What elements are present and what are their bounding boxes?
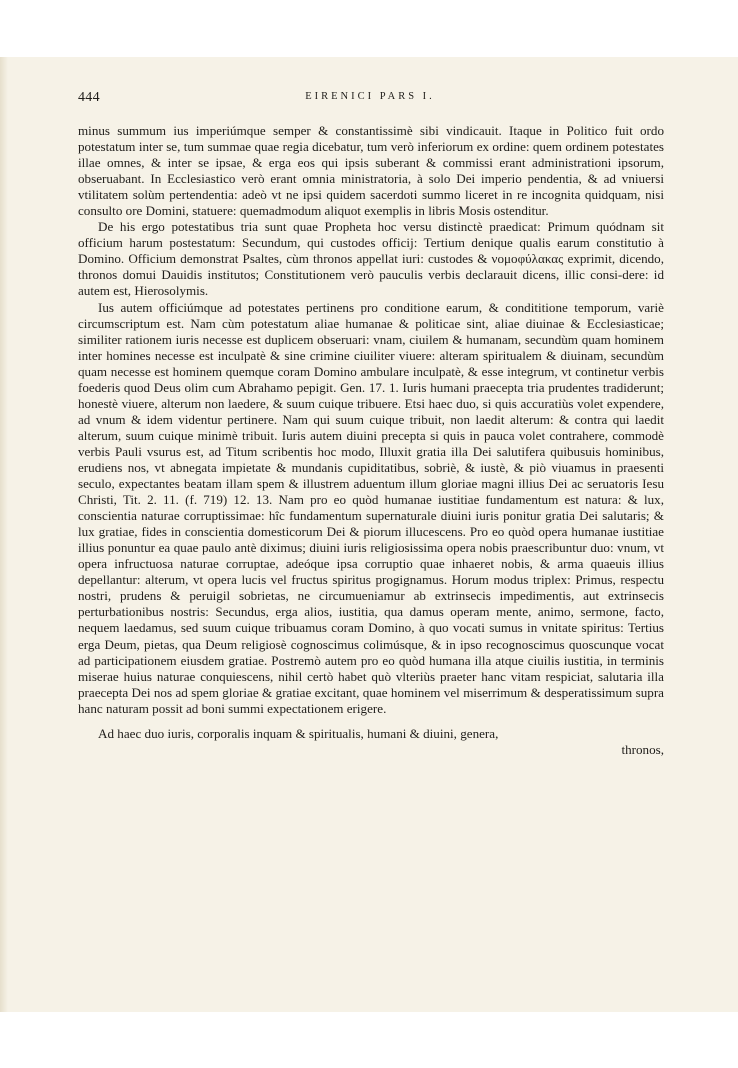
paragraph-2: De his ergo potestatibus tria sunt quae Propheta hoc versu distinctè praedicat: Primum quódnam sit officium harum postestatum: Secundum, qui custodes officij: Tertium denique qualis earum constitutio à Domino. Officium demonstrat Psaltes, cùm thronos appellat iuri: custodes & νομοφύλακας exprimit, dicendo, thronos domui Dauidis institutos; Constitutionem verò pauculis verbis declarauit dicens, illic consi-dere: id autem est, Hierosolymis. [78,219,664,299]
page-gutter-shadow [0,57,8,1012]
paragraph-3: Ius autem officiúmque ad potestates pertinens pro conditione earum, & condititione temporum, variè circumscriptum est. Nam cùm potestatum aliae humanae & politicae sint, aliae diuinae & Ecclesiasticae; similiter rationem iuris necesse est duplicem obseruari: vnam, ciuilem & humanam, secundùm quam hominem inter homines necesse est inculpatè & sine crimine ciuiliter viuere: alteram spiritualem & diuinam, secundùm quam necesse est hominem quemque coram Domino ambulare inculpatè, & esse integrum, vt continetur verbis foederis quod Deus olim cum Abrahamo pepigit. Gen. 17. 1. Iuris humani praecepta tria prudentes tradiderunt; honestè viuere, alterum non laedere, & suum cuique tribuere. Etsi haec duo, si quis accuratiùs volet expendere, ad vnum & idem videntur pertinere. Nam qui suum cuique tribuit, non laedit alterum: & contra qui laedit alterum, suum cuique minimè tribuit. Iuris autem diuini precepta si quis in pauca volet contrahere, commodè verbis Pauli vsurus est, ad Titum scribentis hoc modo, Illuxit gratia illa Dei salutifera quibusuis hominibus, erudiens nos, vt abnegata impietate & mundanis cupiditatibus, sobriè, & iustè, & piò viuamus in praesenti seculo, expectantes beatam illam spem & illustrem aduentum illum gloriae magni illius Dei ac seruatoris Iesu Christi, Tit. 2. 11. (f. 719) 12. 13. Nam pro eo quòd humanae iustitiae fundamentum est natura: & lux, conscientia naturae corruptissimae: hîc fundamentum supernaturale diuini iuris ponitur gratia Dei salutaris; & lux gratiae, fides in conscientia domesticorum Dei & piorum illucescens. Pro eo quòd opera humanae iustitiae illius ponuntur ea quae paulo antè diximus; diuini iuris religiosissima opera nobis praescribuntur duo: vnum, vt opera infructuosa naturae corruptae, adeóque ipsa corruptio quae inhaeret nobis, & arma quaeuis illius depellantur: alterum, vt opera lucis vel fructus spiritus progignamus. Horum modus triplex: Primus, respectu nostri, prudens & peruigil sobrietas, ne circumueniamur ab extrinsecis impedimentis, aut extrinsecis perturbationibus nostris: Secundus, erga alios, iustitia, qua damus operam mente, animo, sermone, facto, nequem laedamus, sed suum cuique tribuamus coram Domino, à quo vocati sumus in vnitate spiritus: Tertius erga Deum, pietas, qua Deum religiosè cognoscimus colimúsque, & in ipso recognoscimus quoscunque vocat ad participationem eiusdem gratiae. Postremò autem pro eo quòd humana illa atque ciuilis iustitia, in terminis miserae huius naturae conquiescens, nihil certò habet quò vlteriùs praeter hanc vitam respiciat, salutaria illa praecepta Dei nos ad spem gloriae & gratiae excitant, quae hominem vel miserrimum & desperatissimum supra hanc naturam possit ad boni summi expectationem erigere. [78,299,664,716]
paragraph-1: minus summum ius imperiúmque semper & constantissimè sibi vindicauit. Itaque in Politico fuit ordo potestatum inter se, tum summae quae regia dicebatur, tum verò inferiorum ex ordine: quem ordinem potestates illae omnes, & inter se ipsae, & erga eos qui ipsis suberant & commissi erant administrationi ipsorum, obseruabant. In Ecclesiastico verò erant omnia ministratoria, à solo Dei imperio pendentia, & ad vniuersi vtilitatem solùm pertendentia: adeò vt ne ipsi quidem sacerdoti summo liceret in re incognita quidquam, nisi consulto ore Domini, statuere: quemadmodum aliquot exemplis in libris Mosis ostenditur. [78,123,664,219]
paragraph-4: Ad haec duo iuris, corporalis inquam & spiritualis, humani & diuini, genera, [98,725,499,741]
running-head: EIRENICI PARS I. [305,91,435,102]
catchword: thronos, [621,741,664,757]
body-text [78,123,664,758]
page-header [78,90,662,106]
page-number: 444 [78,90,100,105]
